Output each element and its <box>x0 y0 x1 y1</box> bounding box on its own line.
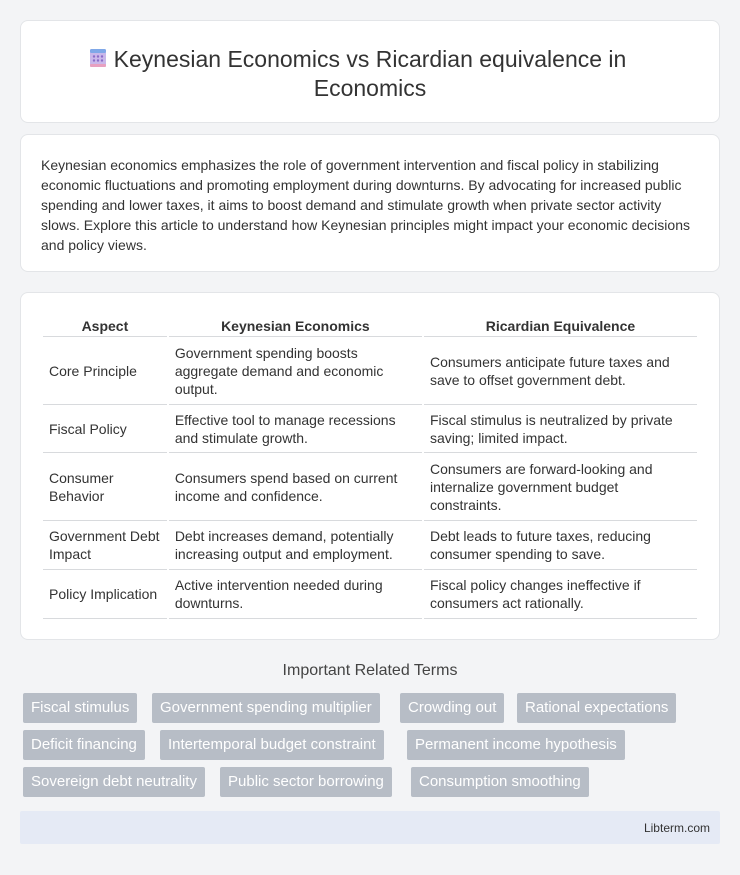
table-cell-ricardian: Consumers are forward-looking and internalize government budget constraints. <box>424 453 697 521</box>
comparison-table <box>41 315 699 619</box>
table-cell-keynesian: Government spending boosts aggregate demand and economic output. <box>169 337 422 405</box>
related-term-tag[interactable]: Intertemporal budget constraint <box>160 730 384 760</box>
related-term-tag[interactable]: Permanent income hypothesis <box>407 730 625 760</box>
header-keynesian: Keynesian Economics <box>169 315 422 337</box>
table-cell-ricardian: Fiscal stimulus is neutralized by private saving; limited impact. <box>424 405 697 453</box>
related-term-tag[interactable]: Crowding out <box>400 693 504 723</box>
footer-site-link[interactable]: Libterm.com <box>643 821 710 835</box>
page-title: Keynesian Economics vs Ricardian equivalence in Economics <box>113 46 627 101</box>
table-row <box>43 521 697 570</box>
related-term-tag[interactable]: Government spending multiplier <box>152 693 380 723</box>
table-row <box>43 570 697 619</box>
related-term-tag[interactable]: Consumption smoothing <box>411 767 589 797</box>
table-cell-aspect: Government Debt Impact <box>43 521 167 570</box>
table-cell-aspect: Policy Implication <box>43 570 167 619</box>
related-term-tag[interactable]: Public sector borrowing <box>220 767 392 797</box>
table-cell-aspect: Fiscal Policy <box>43 405 167 453</box>
table-cell-ricardian: Debt leads to future taxes, reducing consumer spending to save. <box>424 521 697 570</box>
header-aspect: Aspect <box>43 315 167 337</box>
comparison-card <box>20 292 720 640</box>
intro-card <box>20 134 720 272</box>
related-terms-title: Important Related Terms <box>282 662 458 679</box>
table-cell-ricardian: Fiscal policy changes ineffective if consumers act rationally. <box>424 570 697 619</box>
table-row <box>43 405 697 453</box>
related-term-tag[interactable]: Sovereign debt neutrality <box>23 767 205 797</box>
related-term-tag[interactable]: Deficit financing <box>23 730 145 760</box>
table-cell-aspect: Consumer Behavior <box>43 453 167 521</box>
footer <box>20 811 720 844</box>
table-cell-keynesian: Effective tool to manage recessions and stimulate growth. <box>169 405 422 453</box>
table-cell-aspect: Core Principle <box>43 337 167 405</box>
table-cell-keynesian: Active intervention needed during downturns. <box>169 570 422 619</box>
table-header-row <box>43 315 697 337</box>
intro-paragraph: Keynesian economics emphasizes the role of government intervention and fiscal policy in stabilizing economic fluctuations and promoting employment during downturns. By advocating for increased public spending and lower taxes, it aims to boost demand and stimulate growth when private sector activity slows. Explore this article to understand how Keynesian principles might impact your economic decisions and policy views. <box>41 157 690 253</box>
table-cell-keynesian: Debt increases demand, potentially increasing output and employment. <box>169 521 422 570</box>
table-cell-keynesian: Consumers spend based on current income and confidence. <box>169 453 422 521</box>
header-ricardian: Ricardian Equivalence <box>424 315 697 337</box>
related-term-tag[interactable]: Rational expectations <box>517 693 676 723</box>
title-card <box>20 20 720 123</box>
related-term-tag[interactable]: Fiscal stimulus <box>23 693 137 723</box>
table-row <box>43 453 697 521</box>
table-cell-ricardian: Consumers anticipate future taxes and save to offset government debt. <box>424 337 697 405</box>
table-row <box>43 337 697 405</box>
